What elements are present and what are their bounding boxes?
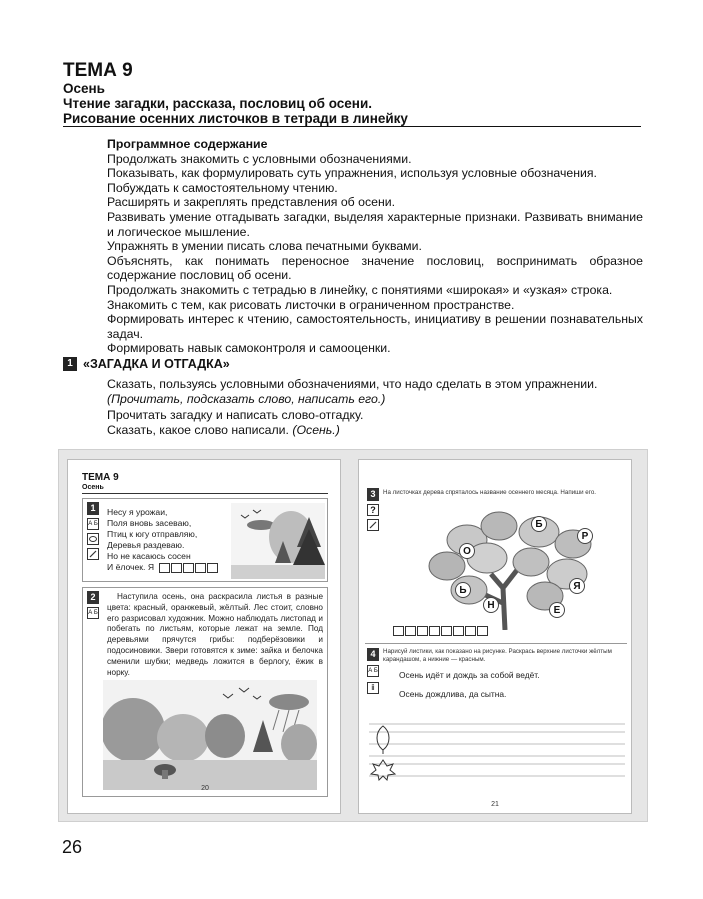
- proverb-2: Осень дождлива, да сытна.: [399, 689, 507, 699]
- page-number: 26: [62, 837, 83, 857]
- answer-boxes[interactable]: [159, 562, 219, 572]
- header-divider: [63, 126, 641, 127]
- leaf-letter: Ь: [455, 582, 471, 598]
- exercise-1-frame: [82, 498, 328, 582]
- read-icon: А Б: [87, 607, 99, 619]
- speech-icon: [87, 533, 99, 545]
- read-icon: А Б: [87, 518, 99, 530]
- task-1-heading: [63, 357, 230, 371]
- exercise-1-number: 1: [87, 502, 99, 515]
- workbook-right-page: [358, 459, 632, 814]
- topic-title: ТЕМА 9: [63, 60, 133, 81]
- program-item: Объяснять, как понимать переносное значение пословиц, воспринимать образное содержание пословиц об осени.: [107, 253, 643, 283]
- exercise-divider: [365, 643, 627, 644]
- leaf-letter: Р: [577, 528, 593, 544]
- task-1-line-1: Сказать, пользуясь условными обозначениями, что надо сделать в этом упражнении. (Прочитать, подсказать слово, написать его.): [107, 377, 598, 407]
- exercise-4-number: 4: [367, 648, 379, 661]
- autumn-forest-illustration: [231, 503, 325, 579]
- exercise-3-instruction: На листочках дерева спряталось название осеннего месяца. Напиши его.: [383, 489, 597, 496]
- leaf-letter: Н: [483, 597, 499, 613]
- program-item: Показывать, как формулировать суть упражнения, используя условные обозначения.: [107, 166, 597, 181]
- month-answer-boxes[interactable]: [393, 622, 489, 640]
- workbook-left-page: [67, 459, 341, 814]
- exercise-2-frame: [82, 587, 328, 797]
- program-item: Расширять и закреплять представления об осени.: [107, 195, 396, 210]
- program-item: Формировать навык самоконтроля и самооценки.: [107, 341, 391, 356]
- program-content: [107, 137, 643, 356]
- exercise-1-icons: [87, 502, 99, 560]
- task-1-title: «ЗАГАДКА И ОТГАДКА»: [83, 357, 230, 371]
- autumn-landscape-illustration: [103, 680, 317, 790]
- exercise-2-number: 2: [87, 591, 99, 604]
- lined-writing-area[interactable]: [369, 714, 625, 786]
- read-icon: А Б: [367, 665, 379, 677]
- right-page-number: 21: [491, 801, 499, 808]
- program-item: Развивать умение отгадывать загадки, выделяя характерные признаки. Развивать внимание и логическое мышление.: [107, 209, 643, 239]
- program-item: Упражнять в умении писать слова печатными буквами.: [107, 239, 422, 254]
- topic-line-2: Рисование осенних листочков в тетради в линейку: [63, 111, 408, 126]
- program-heading: Программное содержание: [107, 137, 268, 151]
- leaf-letter: Б: [531, 516, 547, 532]
- program-item: Формировать интерес к чтению, самостоятельность, инициативу в решении познавательных задач.: [107, 312, 643, 341]
- task-1-number: 1: [63, 357, 77, 371]
- workbook-spread: [58, 449, 648, 822]
- leaf-letter: О: [459, 543, 475, 559]
- exercise-2-icons: [87, 591, 99, 619]
- topic-line-1: Чтение загадки, рассказа, пословиц об осени.: [63, 96, 373, 111]
- exercise-4-instruction: Нарисуй листики, как показано на рисунке. Раскрась верхние листочки жёлтым карандашом, а нижние — красным.: [383, 648, 612, 663]
- program-item: Побуждать к самостоятельному чтению.: [107, 180, 338, 195]
- proverb-1: Осень идёт и дождь за собой ведёт.: [399, 670, 540, 680]
- pencil-icon: [87, 548, 99, 560]
- task-1-body: [107, 377, 643, 438]
- exercise-3-number: 3: [367, 488, 379, 501]
- program-item: Продолжать знакомить с тетрадью в линейку, с понятиями «широкая» и «узкая» строка.: [107, 282, 613, 297]
- exercise-3-icons: [367, 488, 379, 531]
- left-page-number: 20: [201, 785, 209, 792]
- exercise-4-icons: [367, 648, 379, 694]
- program-item: Продолжать знакомить с условными обозначениями.: [107, 151, 412, 166]
- question-icon: ?: [367, 504, 379, 516]
- topic-subtitle: Осень: [63, 81, 105, 96]
- left-page-subtitle: Осень: [82, 484, 104, 491]
- left-page-topic: ТЕМА 9: [82, 472, 119, 483]
- task-1-line-2: Прочитать загадку и написать слово-отгадку.: [107, 407, 364, 422]
- task-1-line-3: Сказать, какое слово написали. (Осень.): [107, 422, 340, 437]
- autumn-story: Наступила осень, она раскрасила листья в разные цвета: красный, оранжевый, жёлтый. Лес стоит, словно его разрисовал художник. Можно наблюдать листопад и побегать по листьям, которые лежат на земле. Под деревьями прячутся грибы: подберёзовики и подосиновики. Звери готовятся к зиме: зайка и белочка сменили шубки; медведь ложится в берлогу, ёжик в норку.: [107, 592, 323, 677]
- leaf-letter: Я: [569, 578, 585, 594]
- leaf-letter: Е: [549, 602, 565, 618]
- left-page-rule: [82, 493, 328, 494]
- riddle-poem: Несу я урожаи, Поля вновь засеваю, Птиц к югу отправляю, Деревья раздеваю. Но не касаюсь сосен И ёлочек. Я: [107, 507, 219, 573]
- pencil-icon: [367, 519, 379, 531]
- program-item: Знакомить с тем, как рисовать листочки в ограниченном пространстве.: [107, 297, 515, 312]
- autumn-tree-illustration: [407, 500, 607, 630]
- book-icon: ⅱ: [367, 682, 379, 694]
